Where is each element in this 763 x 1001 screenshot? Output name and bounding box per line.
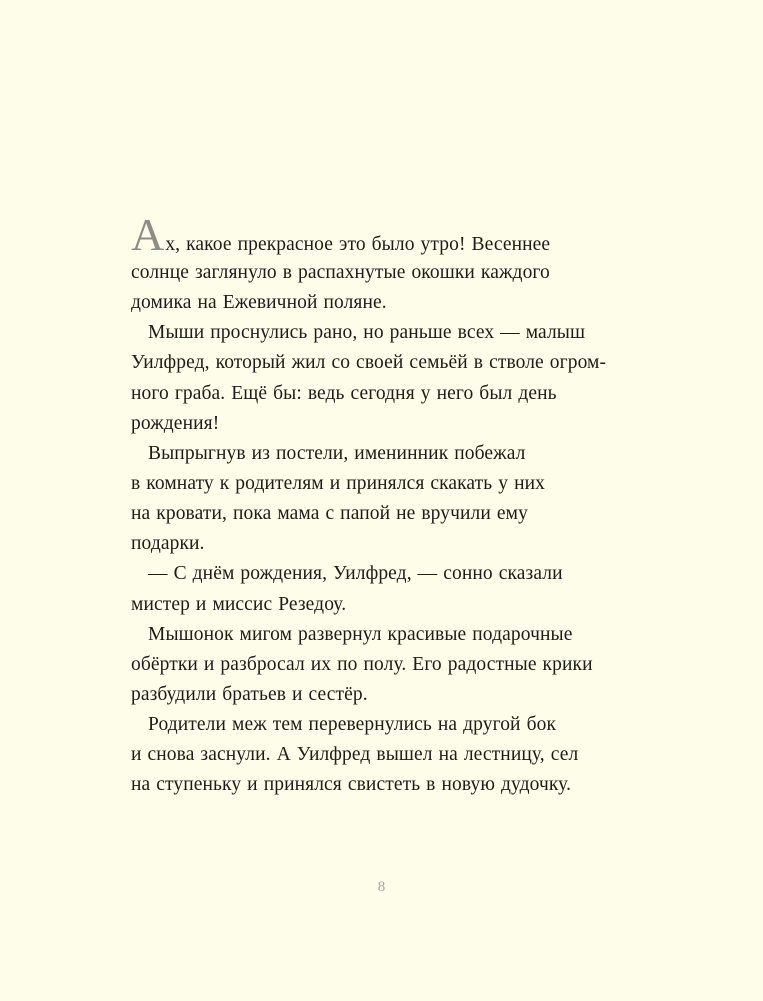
text-line: Мышонок мигом развернул красивые подарочные: [148, 623, 573, 645]
text-line: на ступеньку и принялся свистеть в новую дудочку.: [131, 774, 572, 796]
text-line: — С днём рождения, Уилфред, — сонно сказали: [148, 563, 563, 585]
drop-cap: А: [131, 209, 165, 260]
text-line: Выпрыгнув из постели, именинник побежал: [148, 442, 526, 464]
text-line: солнце заглянуло в распахнутые окошки каждого: [131, 262, 550, 283]
text-line: и снова заснули. А Уилфред вышел на лестницу, сел: [131, 744, 579, 766]
text-line-content: х, какое прекрасное это было утро! Весеннее: [165, 234, 551, 255]
body-text: [131, 209, 651, 801]
text-line: Родители меж тем перевернулись на другой бок: [148, 714, 557, 736]
text-line: разбудили братьев и сестёр.: [131, 683, 368, 705]
text-line: мистер и миссис Резедоу.: [131, 593, 347, 615]
text-line: домика на Ежевичной поляне.: [131, 292, 387, 314]
text-line: в комнату к родителям и принялся скакать у них: [131, 472, 546, 494]
text-line: на кровати, пока мама с папой не вручили ему: [131, 503, 528, 525]
text-line: ного граба. Ещё бы: ведь сегодня у него был день: [131, 382, 557, 404]
text-line: Уилфред, который жил со своей семьёй в стволе огром-: [131, 352, 607, 374]
page-number: 8: [377, 879, 386, 895]
text-line: обёртки и разбросал их по полу. Его радостные крики: [131, 653, 593, 675]
text-line: рождения!: [131, 412, 220, 434]
text-line: Мыши проснулись рано, но раньше всех — малыш: [148, 322, 586, 344]
text-line: подарки.: [131, 533, 205, 555]
text-line: [131, 209, 651, 260]
